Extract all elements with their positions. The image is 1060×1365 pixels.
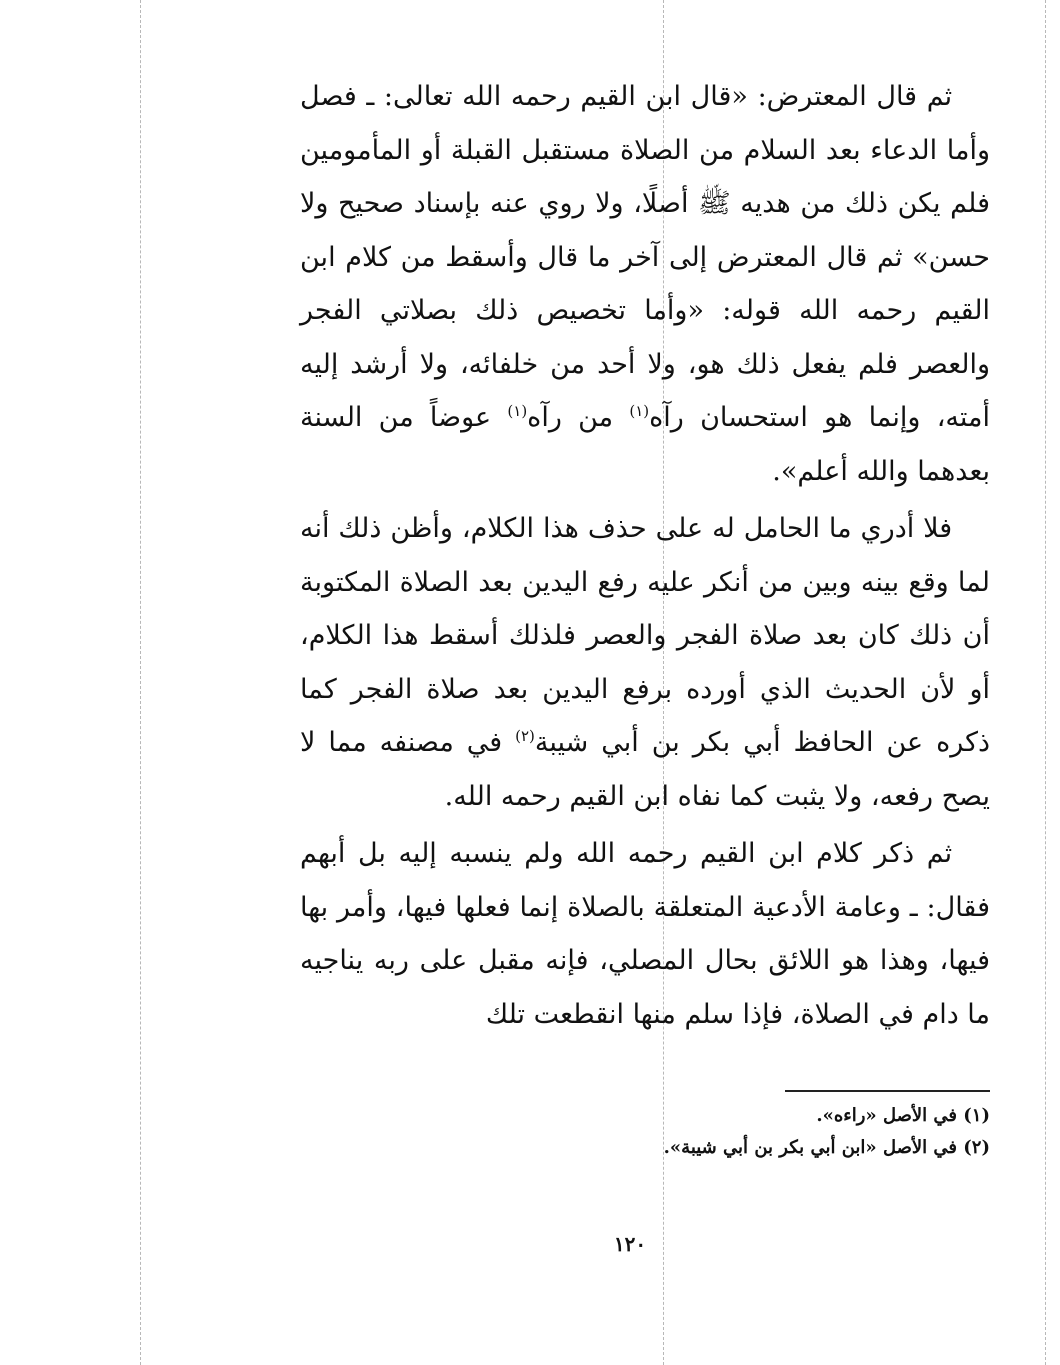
footnote-ref-2: (٢) — [515, 727, 535, 745]
paragraph-1-end: عوضاً من السنة بعدهما والله أعلم». — [300, 402, 990, 487]
scan-fold-line-right — [1045, 0, 1046, 1365]
scan-fold-line-left — [140, 0, 141, 1365]
footnotes — [300, 1090, 990, 1164]
paragraph-3 — [300, 827, 990, 1041]
paragraph-1-text: ثم قال المعترض: «قال ابن القيم رحمه الله تعالى: ـ فصل وأما الدعاء بعد السلام من الصلاة مستقبل القبلة أو المأمومين فلم يكن ذلك من هديه ﷺ أصلًا، ولا روي عنه بإسناد صحيح ولا حسن» ثم قال المعترض إلى آخر ما قال وأسقط من كلام ابن القيم رحمه الله قوله: «وأما تخصيص ذلك بصلاتي الفجر والعصر فلم يفعل ذلك هو، ولا أحد من خلفائه، ولا أرشد إليه أمته، وإنما هو استحسان رآه — [300, 81, 990, 433]
footnote-2: (٢) في الأصل «ابن أبي بكر بن أبي شيبة». — [663, 1137, 990, 1158]
footnote-ref-1-repeat: (١) — [507, 402, 528, 420]
paragraph-2-end: في مصنفه مما لا يصح رفعه، ولا يثبت كما نفاه ابن القيم رحمه الله. — [300, 727, 990, 812]
paragraph-2-text: فلا أدري ما الحامل له على حذف هذا الكلام، وأظن ذلك أنه لما وقع بينه وبين من أنكر عليه رفع اليدين بعد الصلاة المكتوبة أن ذلك كان بعد صلاة الفجر والعصر فلذلك أسقط هذا الكلام، أو لأن الحديث الذي أورده برفع اليدين بعد صلاة الفجر كما ذكره عن الحافظ أبي بكر بن أبي شيبة — [300, 513, 990, 758]
footnote-ref-1: (١) — [629, 402, 650, 420]
paragraph-1-mid: من رآه — [527, 402, 630, 433]
footnote-1: (١) في الأصل «راءه». — [816, 1105, 990, 1126]
paragraph-3-text: ثم ذكر كلام ابن القيم رحمه الله ولم ينسبه إليه بل أبهم فقال: ـ وعامة الأدعية المتعلقة بالصلاة إنما فعلها فيها، وأمر بها فيها، وهذا هو اللائق بحال المصلي، فإنه مقبل على ربه يناجيه ما دام في الصلاة، فإذا سلم منها انقطعت تلك — [300, 838, 990, 1030]
page-number: ١٢٠ — [613, 1232, 647, 1256]
page-body — [300, 70, 990, 1041]
paragraph-1 — [300, 70, 990, 498]
paragraph-2 — [300, 502, 990, 823]
footnote-rule — [785, 1090, 990, 1092]
